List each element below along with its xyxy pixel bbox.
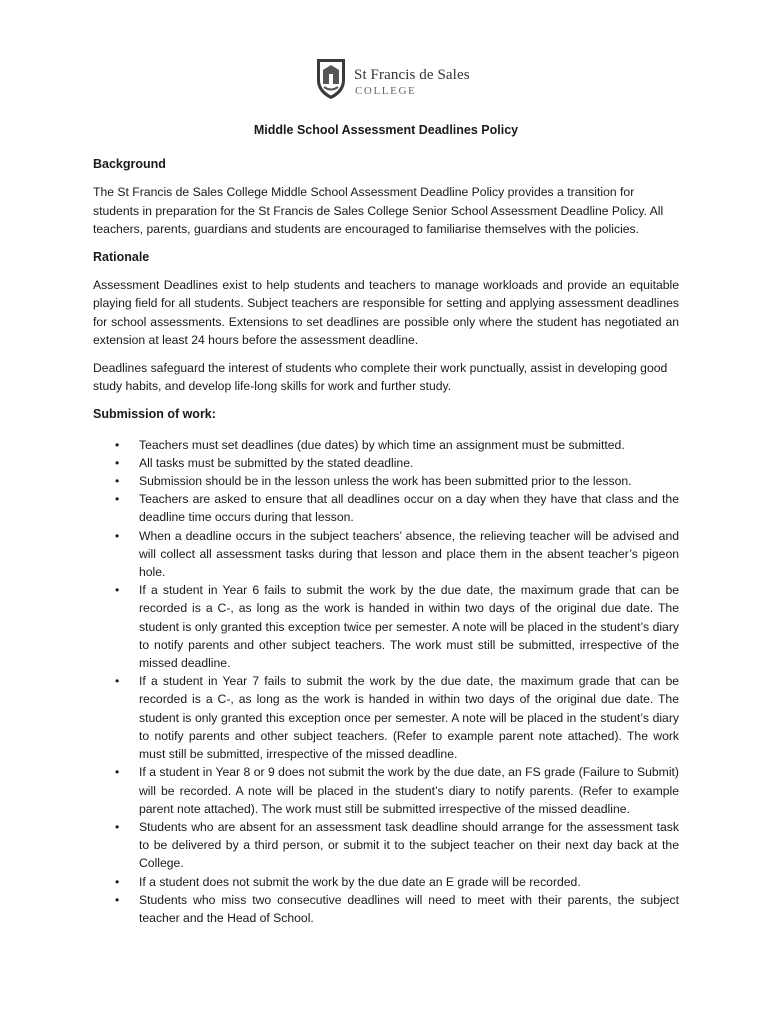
bullet-icon: • xyxy=(115,437,120,452)
rationale-paragraph-1: Assessment Deadlines exist to help students and teachers to manage workloads and provide an equitable playing field for all students. Subject teachers are responsible for setting and applying assessment deadlines for school assessments. Extensions to set deadlines are possible only where the student has negotiated an extension at least 24 hours before the assessment deadline. xyxy=(93,278,679,347)
bullet-icon: • xyxy=(115,583,120,598)
bullet-icon: • xyxy=(115,492,120,507)
bullet-icon: • xyxy=(115,455,120,470)
college-name: St Francis de Sales xyxy=(354,67,470,83)
submission-list xyxy=(93,436,679,927)
document-body xyxy=(93,121,679,927)
bullet-icon: • xyxy=(115,874,120,889)
background-paragraph: The St Francis de Sales College Middle School Assessment Deadline Policy provides a transition for students in preparation for the St Francis de Sales College Senior School Assessment Deadline Policy. All teachers, parents, guardians and students are encouraged to familiarise themselves with the policies. xyxy=(93,185,664,236)
list-item: • Submission should be in the lesson unless the work has been submitted prior to the lesson. xyxy=(93,472,679,490)
list-item: • Students who miss two consecutive deadlines will need to meet with their parents, the subject teacher and the Head of School. xyxy=(115,892,679,925)
submission-heading: Submission of work: xyxy=(93,407,216,422)
list-item: • If a student in Year 7 fails to submit the work by the due date, the maximum grade that can be recorded is a C-, as long as the work is handed in within two days of the original due date. The student is only granted this exception once per semester. A note will be placed in the student’s diary to notify parents and other subject teachers. (Refer to example parent note attached). The work must still be submitted, irrespective of the missed deadline. xyxy=(115,674,679,762)
rationale-paragraph-2: Deadlines safeguard the interest of students who complete their work punctually, assist in developing good study habits, and develop life-long skills for work and further study. xyxy=(93,361,668,394)
rationale-heading: Rationale xyxy=(93,250,150,265)
bullet-icon: • xyxy=(115,674,120,689)
list-item: • Teachers are asked to ensure that all deadlines occur on a day when they have that class and the deadline time occurs during that lesson. xyxy=(115,492,679,525)
document-title: Middle School Assessment Deadlines Policy xyxy=(253,123,519,137)
list-item: • If a student in Year 8 or 9 does not submit the work by the due date, an FS grade (Failure to Submit) will be recorded. A note will be placed in the student’s diary to notify parents. (Refer to example parent note attached). The work must still be submitted irrespective of the missed deadline. xyxy=(115,765,679,816)
college-logo xyxy=(314,56,474,102)
bullet-icon: • xyxy=(115,474,120,489)
list-item: • If a student does not submit the work by the due date an E grade will be recorded. xyxy=(93,873,679,891)
background-heading: Background xyxy=(93,157,166,172)
bullet-icon: • xyxy=(115,765,120,780)
list-item: • All tasks must be submitted by the stated deadline. xyxy=(93,454,679,472)
list-item: • Teachers must set deadlines (due dates) by which time an assignment must be submitted. xyxy=(93,436,679,454)
bullet-icon: • xyxy=(115,892,120,907)
bullet-icon: • xyxy=(115,528,120,543)
list-item: • When a deadline occurs in the subject teachers’ absence, the relieving teacher will be advised and will collect all assessment tasks during that lesson and place them in the absent teacher’s pigeon hole. xyxy=(115,528,679,580)
list-item: • If a student in Year 6 fails to submit the work by the due date, the maximum grade that can be recorded is a C-, as long as the work is handed in within two days of the original due date. The student is only granted this exception twice per semester. A note will be placed in the student’s diary to notify parents and other subject teachers. The work must still be submitted, irrespective of the missed deadline. xyxy=(115,583,679,671)
college-crest-icon xyxy=(314,56,348,100)
list-item: • Students who are absent for an assessment task deadline should arrange for the assessment task to be delivered by a third person, or submit it to the subject teacher on their next day back at the College. xyxy=(115,819,679,871)
college-label: COLLEGE xyxy=(355,85,417,97)
bullet-icon: • xyxy=(115,819,120,834)
